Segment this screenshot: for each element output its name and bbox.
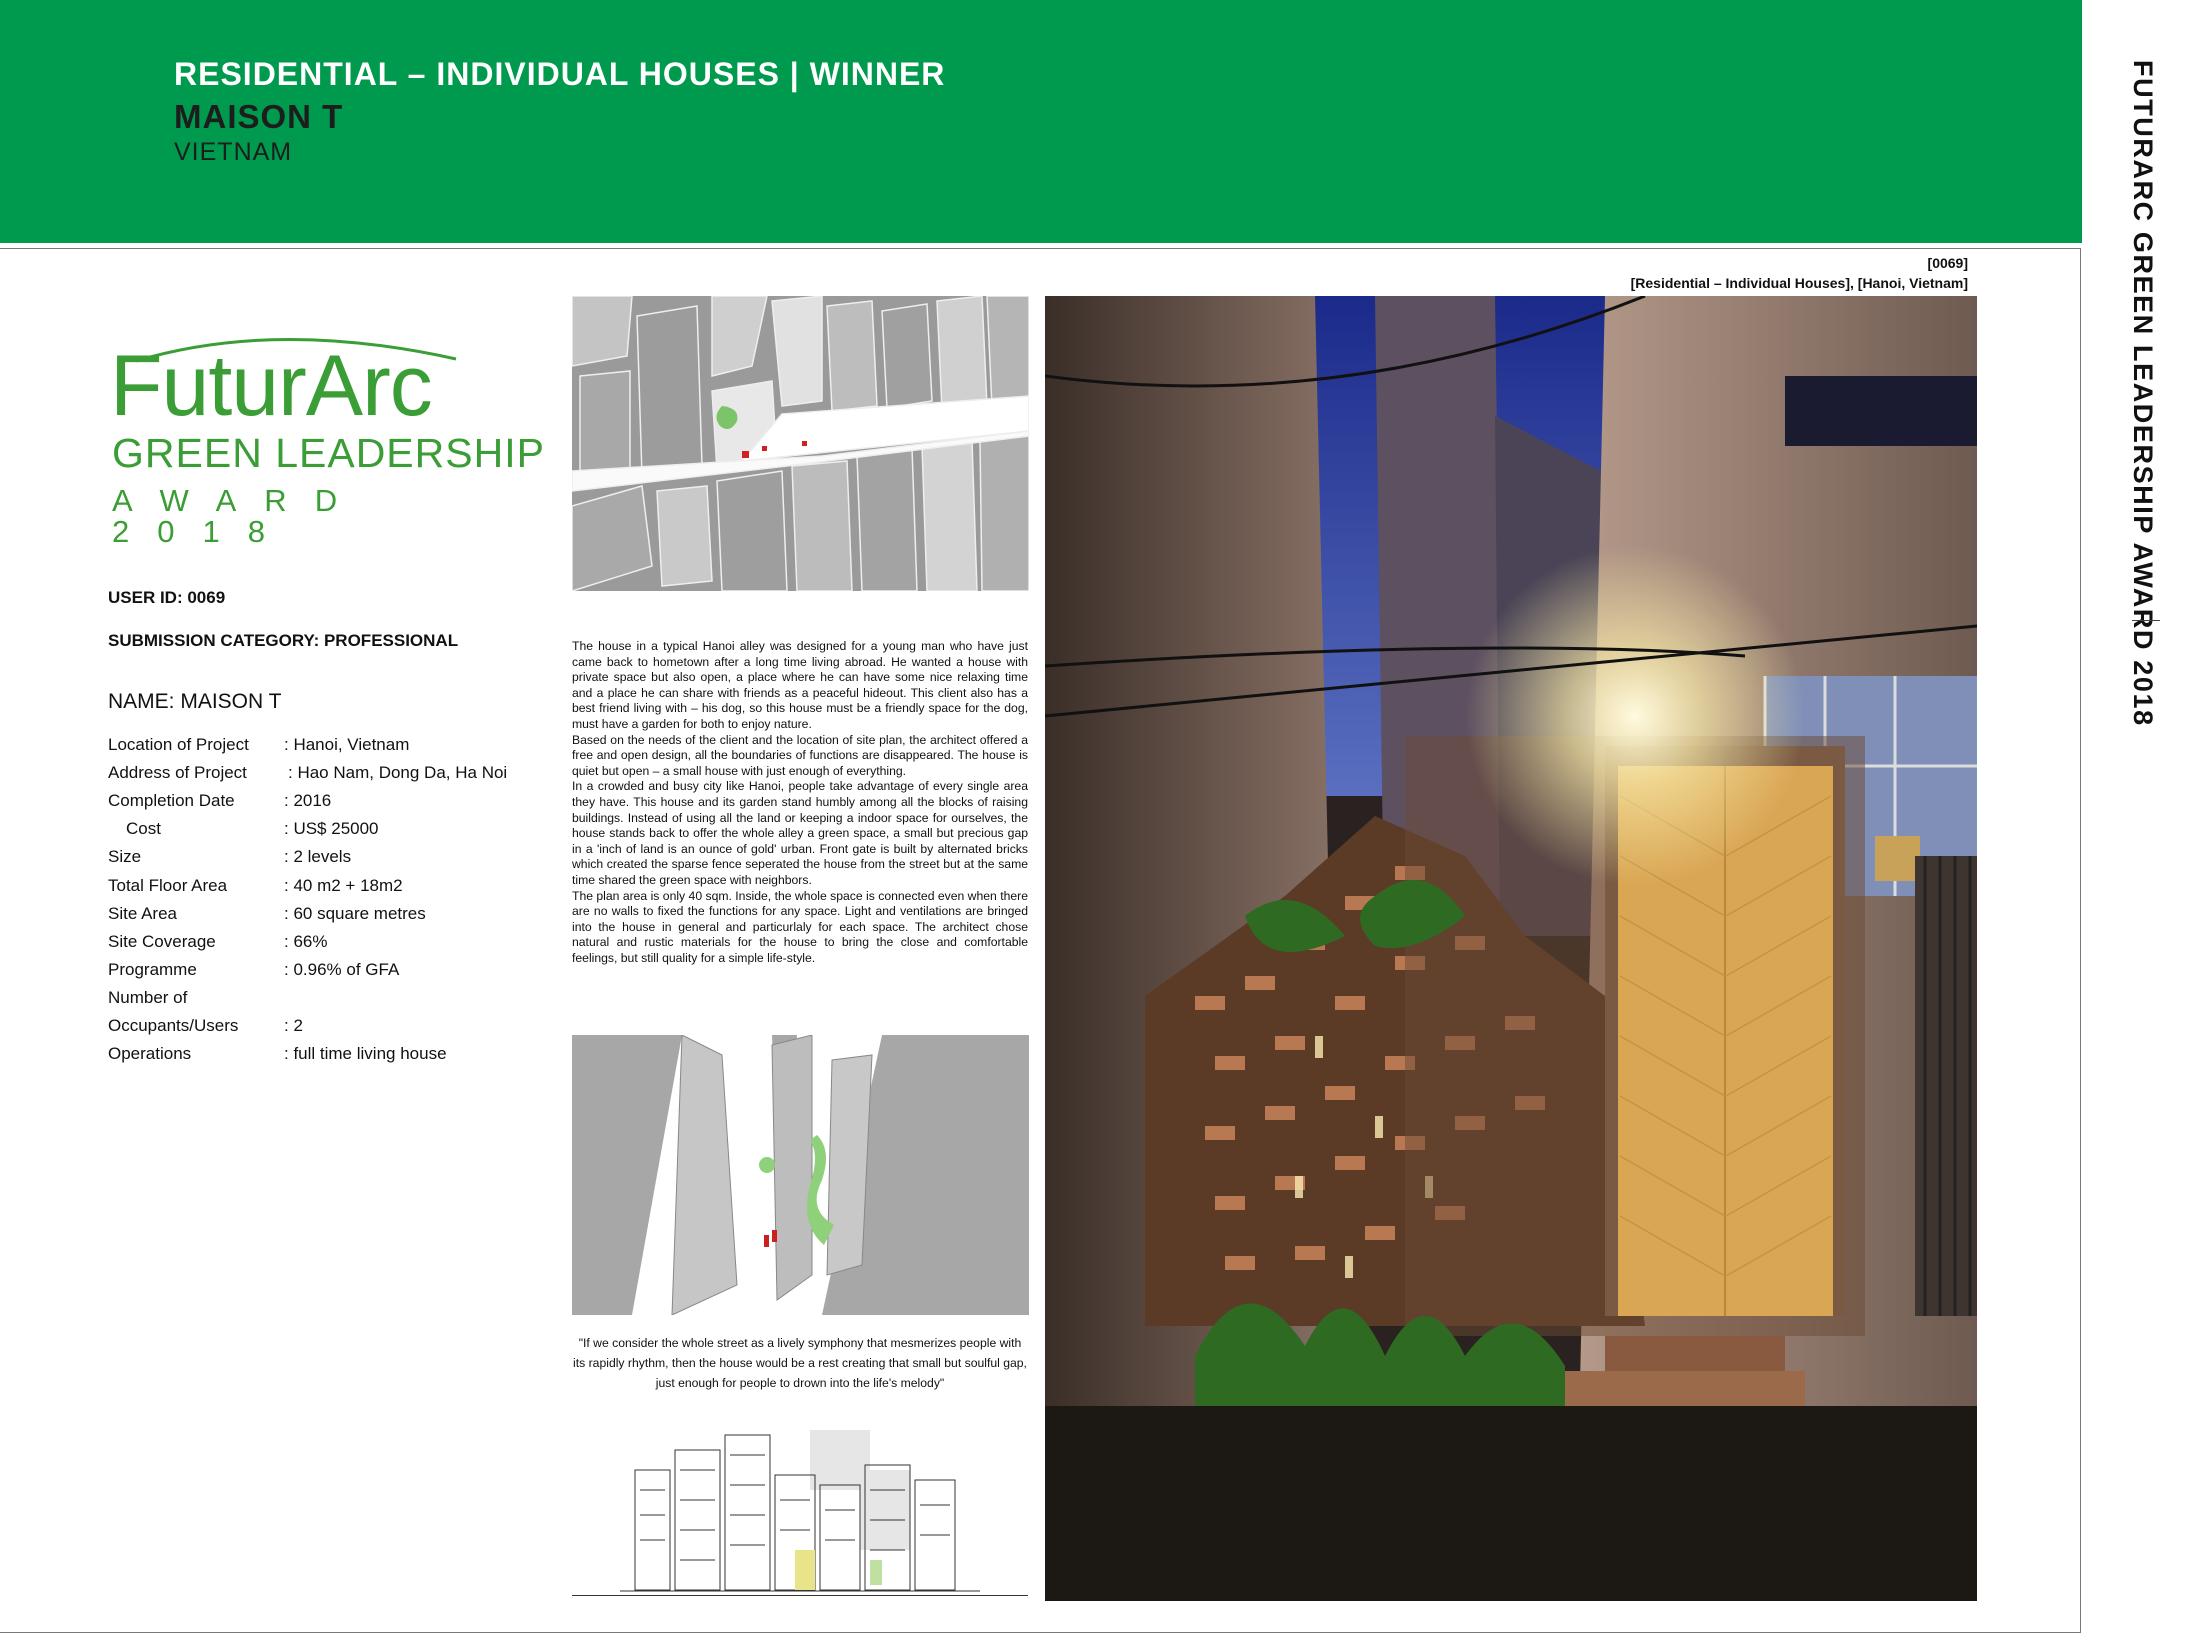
alley-perspective-image xyxy=(572,1035,1029,1315)
side-title: FUTURARC GREEN LEADERSHIP AWARD 2018 xyxy=(2128,60,2158,727)
spec-label: Size xyxy=(108,847,142,866)
spec-label: Occupants/Users xyxy=(108,1016,239,1035)
award-logo xyxy=(106,325,546,549)
project-description xyxy=(572,639,1028,966)
house-front-photo xyxy=(1045,296,1977,1601)
elevation-drawing xyxy=(620,1420,980,1592)
description-paragraph: Based on the needs of the client and the location of site plan, the architect offered a free and open design, all the boundaries of functions are disappeared. The house is quiet but open – a small house with just enough of everything. xyxy=(572,732,1028,778)
spec-label: Site Area xyxy=(108,904,177,923)
site-plan-image xyxy=(572,296,1029,591)
spec-label: Site Coverage xyxy=(108,932,216,951)
design-quote: "If we consider the whole street as a lively symphony that mesmerizes people with its rapidly rhythm, then the house would be a rest creating that small but soulful gap, just enough for people to drown into the life's melody" xyxy=(573,1336,1027,1390)
project-name: NAME: MAISON T xyxy=(108,690,282,713)
spec-value: : Hao Nam, Dong Da, Ha Noi xyxy=(288,763,508,782)
submission-category: SUBMISSION CATEGORY: PROFESSIONAL xyxy=(108,631,459,650)
side-rule xyxy=(2132,620,2160,621)
logo-year: AWARD 2018 xyxy=(112,483,366,549)
logo-subtitle: GREEN LEADERSHIP xyxy=(112,430,545,476)
street-elevation-image xyxy=(620,1420,980,1592)
spec-value: : 2016 xyxy=(284,791,332,810)
spec-value: : 40 m2 + 18m2 xyxy=(284,876,403,895)
project-country: VIETNAM xyxy=(174,138,293,166)
spec-label: Number of xyxy=(108,988,188,1007)
spec-value: : 60 square metres xyxy=(284,904,426,923)
spec-value: : 2 levels xyxy=(284,847,352,866)
site-plan-drawing xyxy=(572,296,1029,591)
description-paragraph: In a crowded and busy city like Hanoi, people take advantage of every single area they have. This house and its garden stand humbly among all the blocks of raising buildings. Instead of using all the land or keeping a indoor space for ourselves, the house stands back to offer the whole alley a green space, a small but precious gap in a 'inch of land is an ounce of gold' urban. Front gate is built by alternated bricks which created the sparse fence seperated the house from the street but at the same time shared the green space with neighbors. xyxy=(572,779,1028,887)
award-status: WINNER xyxy=(809,56,946,92)
spec-value: : full time living house xyxy=(284,1044,447,1063)
reference-id: [0069] xyxy=(1927,255,1968,271)
header-banner xyxy=(0,0,2082,243)
reference-block xyxy=(1631,253,1968,293)
spec-label: Location of Project xyxy=(108,735,249,754)
spec-value: : US$ 25000 xyxy=(284,819,379,838)
photo-rendering xyxy=(1045,296,1977,1601)
logo-wordmark: FuturArc xyxy=(110,338,432,434)
spec-label: Cost xyxy=(126,819,161,838)
spec-value: : Hanoi, Vietnam xyxy=(284,735,410,754)
spec-label: Address of Project xyxy=(108,763,247,782)
spec-label: Completion Date xyxy=(108,791,235,810)
spec-label: Total Floor Area xyxy=(108,876,228,895)
project-title: MAISON T xyxy=(174,98,344,135)
spec-value: : 66% xyxy=(284,932,328,951)
spec-value: : 2 xyxy=(284,1016,303,1035)
spec-label: Operations xyxy=(108,1044,192,1063)
baseline-rule xyxy=(572,1595,1028,1596)
alley-drawing xyxy=(572,1035,1029,1315)
category-line xyxy=(174,56,945,93)
spec-label: Programme xyxy=(108,960,197,979)
user-id: USER ID: 0069 xyxy=(108,588,226,607)
description-paragraph: The house in a typical Hanoi alley was designed for a young man who have just came back to hometown after a long time living abroad. He wanted a house with private space but also open, a place where he can have some nice relaxing time and a place he can share with friends as a peaceful hideout. This client also has a best friend living with – his dog, so this house must be a friendly space for the dog, must have a garden for both to enjoy nature. xyxy=(572,639,1028,731)
category-separator: | xyxy=(789,56,800,92)
spec-value: : 0.96% of GFA xyxy=(284,960,400,979)
description-paragraph: The plan area is only 40 sqm. Inside, the whole space is connected even when there are no walls to fixed the functions for any space. Light and ventilations are bringed into the house in general and particurlaly for each space. The architect chose natural and rustic materials for the house to bring the close and comfortable feelings, but still quality for a simple life-style. xyxy=(572,888,1028,965)
reference-tags: [Residential – Individual Houses], [Hanoi, Vietnam] xyxy=(1630,275,1968,291)
category-text: RESIDENTIAL – INDIVIDUAL HOUSES xyxy=(174,56,780,92)
